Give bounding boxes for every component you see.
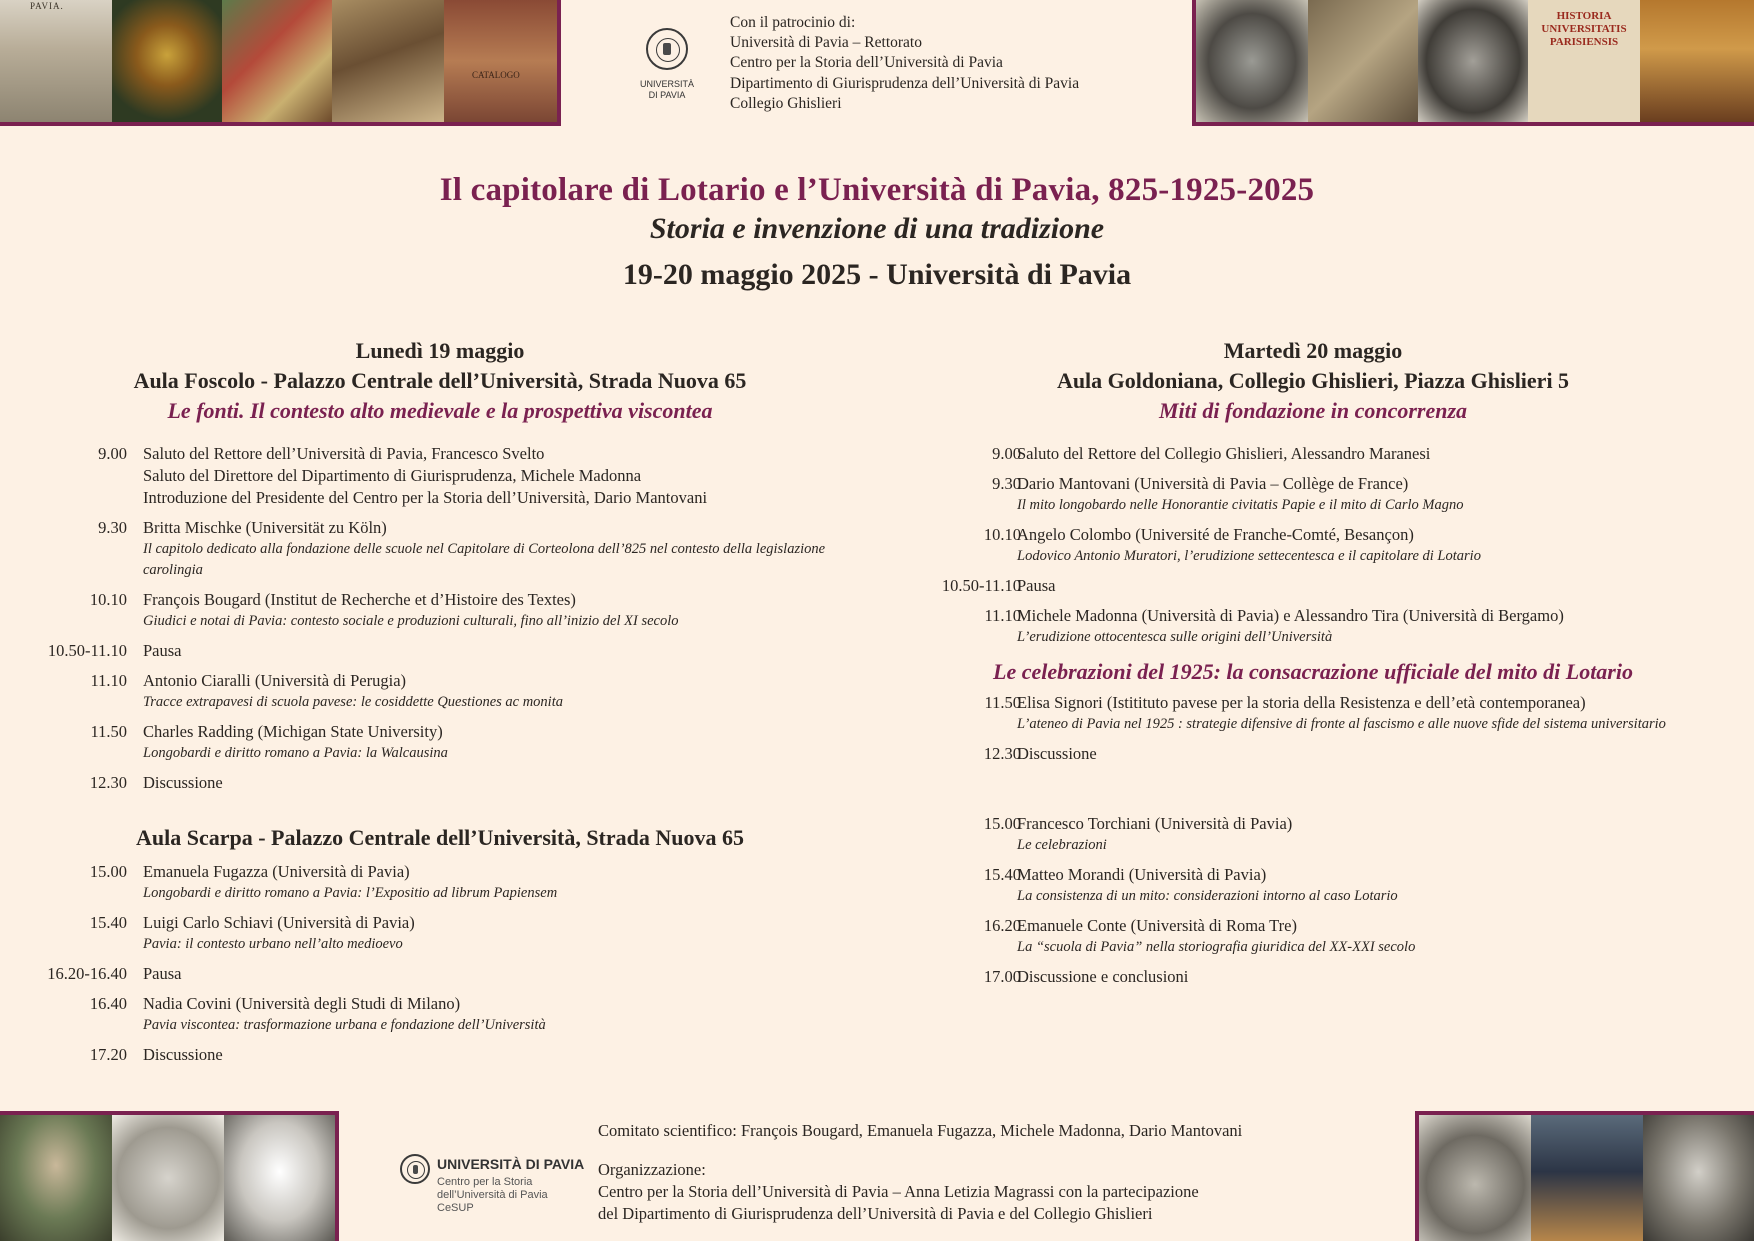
king-portrait-image [112,0,222,122]
program-talk-title: Tracce extrapavesi di scuola pavese: le cosiddette Questiones ac monita [143,694,563,710]
program-time: 9.00 [98,444,127,463]
program-row [880,692,1754,735]
program-entry [143,993,843,1036]
program-time: 11.50 [984,693,1021,712]
program-speaker: Elisa Signori (Istitituto pavese per la storia della Resistenza e dell’età contemporanea) [1017,693,1586,712]
pavia-caption: PAVIA. [30,1,64,11]
scientific-committee: Comitato scientifico: François Bougard, Emanuela Fugazza, Michele Madonna, Dario Mantovani [598,1121,1243,1140]
program-talk-title: Pavia: il contesto urbano nell’alto medioevo [143,936,403,952]
program-time: 9.00 [992,444,1021,463]
program-row [880,915,1754,958]
great-hall-painting-image [1640,0,1754,122]
napoleon-painting-image [1531,1115,1643,1241]
program-row [880,524,1754,567]
medal-engraving-image [112,1115,224,1241]
program-time: 15.40 [983,865,1021,884]
historia-caption: HISTORIA UNIVERSITATIS PARISIENSIS [1541,10,1627,48]
program-speaker: Discussione [143,773,223,792]
program-time: 12.30 [983,744,1021,763]
day2-afternoon-program [880,813,1754,996]
program-speaker: Pausa [143,641,182,660]
program-entry [143,912,843,955]
program-speaker: Charles Radding (Michigan State University) [143,722,443,741]
program-entry [1017,915,1737,958]
patronage-line: Collegio Ghislieri [730,94,842,112]
day2-title: Martedì 20 maggio [1223,338,1403,363]
event-subtitle: Storia e invenzione di una tradizione [649,212,1105,245]
program-speaker: Discussione [143,1045,223,1064]
program-talk-title: Il capitolo dedicato alla fondazione delle scuole nel Capitolare di Corteolona dell’825 nel contesto della legislazione carolingia [143,541,826,578]
patronage-block [730,13,1170,114]
program-speaker: Matteo Morandi (Università di Pavia) [1017,865,1267,884]
gentleman-portrait-image [224,1115,335,1241]
program-talk-title: Longobardi e diritto romano a Pavia: la Walcausina [143,745,448,761]
day2-second-theme: Le celebrazioni del 1925: la consacrazione ufficiale del mito di Lotario [993,659,1633,684]
cleric-portrait-image [1418,0,1528,122]
patronage-line: Centro per la Storia dell’Università di Pavia [730,54,1003,72]
program-talk-title: Lodovico Antonio Muratori, l’erudizione settecentesca e il capitolare di Lotario [1017,548,1481,564]
ornamental-medallion-image [1419,1115,1531,1241]
old-map-image [1308,0,1418,122]
program-time: 9.30 [992,474,1021,493]
program-talk-title: L’ateneo di Pavia nel 1925 : strategie difensive di fronte al fascismo e alle nuove sfide del sistema universitario [1017,716,1666,732]
program-row [880,813,1754,856]
day1-title: Lunedì 19 maggio [355,338,525,363]
day2-midday-program [880,692,1754,773]
program-talk-title: Giudici e notai di Pavia: contesto sociale e produzioni culturali, fino all’inizio del XI secolo [143,613,679,629]
program-row [0,640,860,662]
program-speaker: Discussione e conclusioni [1017,967,1189,986]
painted-portrait-image [0,1115,112,1241]
program-speaker: Dario Mantovani (Università di Pavia – Collège de France) [1017,474,1409,493]
program-row [0,772,860,794]
program-entry [143,721,843,764]
organization-line: Centro per la Storia dell’Università di Pavia – Anna Letizia Magrassi con la partecipazione [598,1182,1199,1201]
day1-theme: Le fonti. Il contesto alto medievale e la prospettiva viscontea [167,398,713,423]
day1-header [30,336,850,426]
program-speaker: Pausa [143,964,182,983]
program-row [0,589,860,632]
historia-frontispiece-image [1528,0,1640,122]
top-right-image-strip [1192,0,1754,126]
organization-line: del Dipartimento di Giurisprudenza dell’Università di Pavia e del Collegio Ghislieri [598,1204,1153,1223]
program-time: 10.10 [983,525,1021,544]
patronage-heading: Con il patrocinio di: [730,14,856,31]
program-row [880,966,1754,988]
program-entry [1017,605,1737,648]
program-entry [1017,864,1737,907]
program-row [0,1044,860,1066]
program-time: 10.50-11.10 [47,641,127,660]
program-entry [143,670,843,713]
organization-heading: Organizzazione: [598,1160,706,1179]
day1-afternoon-venue: Aula Scarpa - Palazzo Centrale dell’Università, Strada Nuova 65 [136,825,744,850]
cesup-logo-line: CeSUP [437,1202,474,1214]
university-seal-icon [400,1154,430,1184]
program-row [0,670,860,713]
program-time: 16.40 [89,994,127,1013]
day1-morning-program [0,443,860,802]
footer-credits [598,1120,1398,1225]
cesup-logo-line: dell’Università di Pavia [437,1189,548,1201]
day2-venue: Aula Goldoniana, Collegio Ghislieri, Piazza Ghislieri 5 [1056,368,1570,393]
patronage-line: Università di Pavia – Rettorato [730,34,922,52]
event-header [0,170,1754,293]
program-entry [1017,966,1737,988]
university-seal-icon [646,28,688,70]
engraving-pavia-view-image [0,0,112,122]
cesup-logo-line: Centro per la Storia [437,1176,533,1188]
program-speaker: Saluto del Rettore dell’Università di Pavia, Francesco Svelto [143,444,545,463]
program-speaker: Saluto del Rettore del Collegio Ghislieri, Alessandro Maranesi [1017,444,1431,463]
portrait-engraving-image [1196,0,1308,122]
catalogo-caption: CATALOGO [472,70,520,80]
program-speaker: Luigi Carlo Schiavi (Università di Pavia) [143,913,415,932]
day1-afternoon-program [0,861,860,1074]
program-row [880,473,1754,516]
program-row [0,963,860,985]
program-time: 9.30 [98,518,127,537]
program-entry [143,1044,843,1066]
man-portrait-engraving-image [1643,1115,1754,1241]
scholar-illumination-image [332,0,444,122]
day1-venue: Aula Foscolo - Palazzo Centrale dell’Università, Strada Nuova 65 [133,368,747,393]
program-time: 15.00 [89,862,127,881]
program-talk-title: Pavia viscontea: trasformazione urbana e fondazione dell’Università [143,1017,546,1033]
program-time: 15.40 [89,913,127,932]
program-row [0,861,860,904]
program-speaker: Saluto del Direttore del Dipartimento di Giurisprudenza, Michele Madonna [143,466,642,485]
program-row [880,864,1754,907]
university-logo [636,28,698,101]
program-entry [1017,443,1737,465]
catalogue-page-image [444,0,557,122]
program-entry [1017,813,1737,856]
day2-morning-program [880,443,1754,656]
program-row [880,443,1754,465]
program-time: 11.10 [90,671,127,690]
program-time: 17.20 [89,1045,127,1064]
program-entry [1017,473,1737,516]
program-row [880,575,1754,597]
program-entry [143,443,843,509]
program-speaker: Discussione [1017,744,1097,763]
program-talk-title: Le celebrazioni [1017,837,1107,853]
program-speaker: Antonio Ciaralli (Università di Perugia) [143,671,407,690]
program-entry [1017,524,1737,567]
program-time: 10.50-11.10 [941,576,1021,595]
cesup-logo-name: UNIVERSITÀ DI PAVIA [437,1156,585,1172]
program-row [880,605,1754,648]
program-speaker: Francesco Torchiani (Università di Pavia) [1017,814,1293,833]
day2-header [900,336,1726,426]
program-row [0,993,860,1036]
program-speaker: Emanuele Conte (Università di Roma Tre) [1017,916,1297,935]
program-time: 12.30 [89,773,127,792]
program-speaker: Emanuela Fugazza (Università di Pavia) [143,862,410,881]
event-date: 19-20 maggio 2025 - Università di Pavia [622,258,1132,291]
university-logo-name: UNIVERSITÀ DI PAVIA [639,79,694,100]
program-row [0,517,860,581]
cesup-logo-subtitle [437,1176,577,1215]
program-row [0,443,860,509]
program-entry [1017,692,1737,735]
program-speaker: Angelo Colombo (Université de Franche-Comté, Besançon) [1017,525,1414,544]
program-row [880,743,1754,765]
program-time: 16.20-16.40 [47,964,127,983]
program-speaker: Michele Madonna (Università di Pavia) e Alessandro Tira (Università di Bergamo) [1017,606,1564,625]
program-entry [143,589,843,632]
event-title: Il capitolare di Lotario e l’Università di Pavia, 825-1925-2025 [439,172,1315,208]
program-entry [143,772,843,794]
patronage-line: Dipartimento di Giurisprudenza dell’Università di Pavia [730,74,1080,92]
program-entry [1017,743,1737,765]
bottom-right-image-strip [1415,1111,1754,1241]
program-entry [143,963,843,985]
coronation-miniature-image [222,0,332,122]
program-time: 10.10 [89,590,127,609]
program-entry [143,517,843,581]
program-speaker: Britta Mischke (Universität zu Köln) [143,518,387,537]
program-talk-title: La “scuola di Pavia” nella storiografia giuridica del XX-XXI secolo [1017,939,1416,955]
top-left-image-strip [0,0,561,126]
program-time: 17.00 [983,967,1021,986]
program-time: 11.10 [984,606,1021,625]
program-entry [1017,575,1737,597]
day2-theme: Miti di fondazione in concorrenza [1158,398,1468,423]
program-speaker: Introduzione del Presidente del Centro per la Storia dell’Università, Dario Mantovani [143,488,708,507]
program-row [0,721,860,764]
program-entry [143,640,843,662]
program-talk-title: Longobardi e diritto romano a Pavia: l’Expositio ad librum Papiensem [143,885,558,901]
program-talk-title: La consistenza di un mito: considerazioni intorno al caso Lotario [1017,888,1398,904]
program-speaker: Nadia Covini (Università degli Studi di Milano) [143,994,461,1013]
program-row [0,912,860,955]
program-speaker: Pausa [1017,576,1056,595]
program-talk-title: L’erudizione ottocentesca sulle origini dell’Università [1017,629,1333,645]
program-time: 16.20 [983,916,1021,935]
bottom-left-image-strip [0,1111,339,1241]
program-entry [143,861,843,904]
program-speaker: François Bougard (Institut de Recherche et d’Histoire des Textes) [143,590,576,609]
program-time: 15.00 [983,814,1021,833]
program-time: 11.50 [90,722,127,741]
program-talk-title: Il mito longobardo nelle Honorantie civitatis Papie e il mito di Carlo Magno [1017,497,1464,513]
